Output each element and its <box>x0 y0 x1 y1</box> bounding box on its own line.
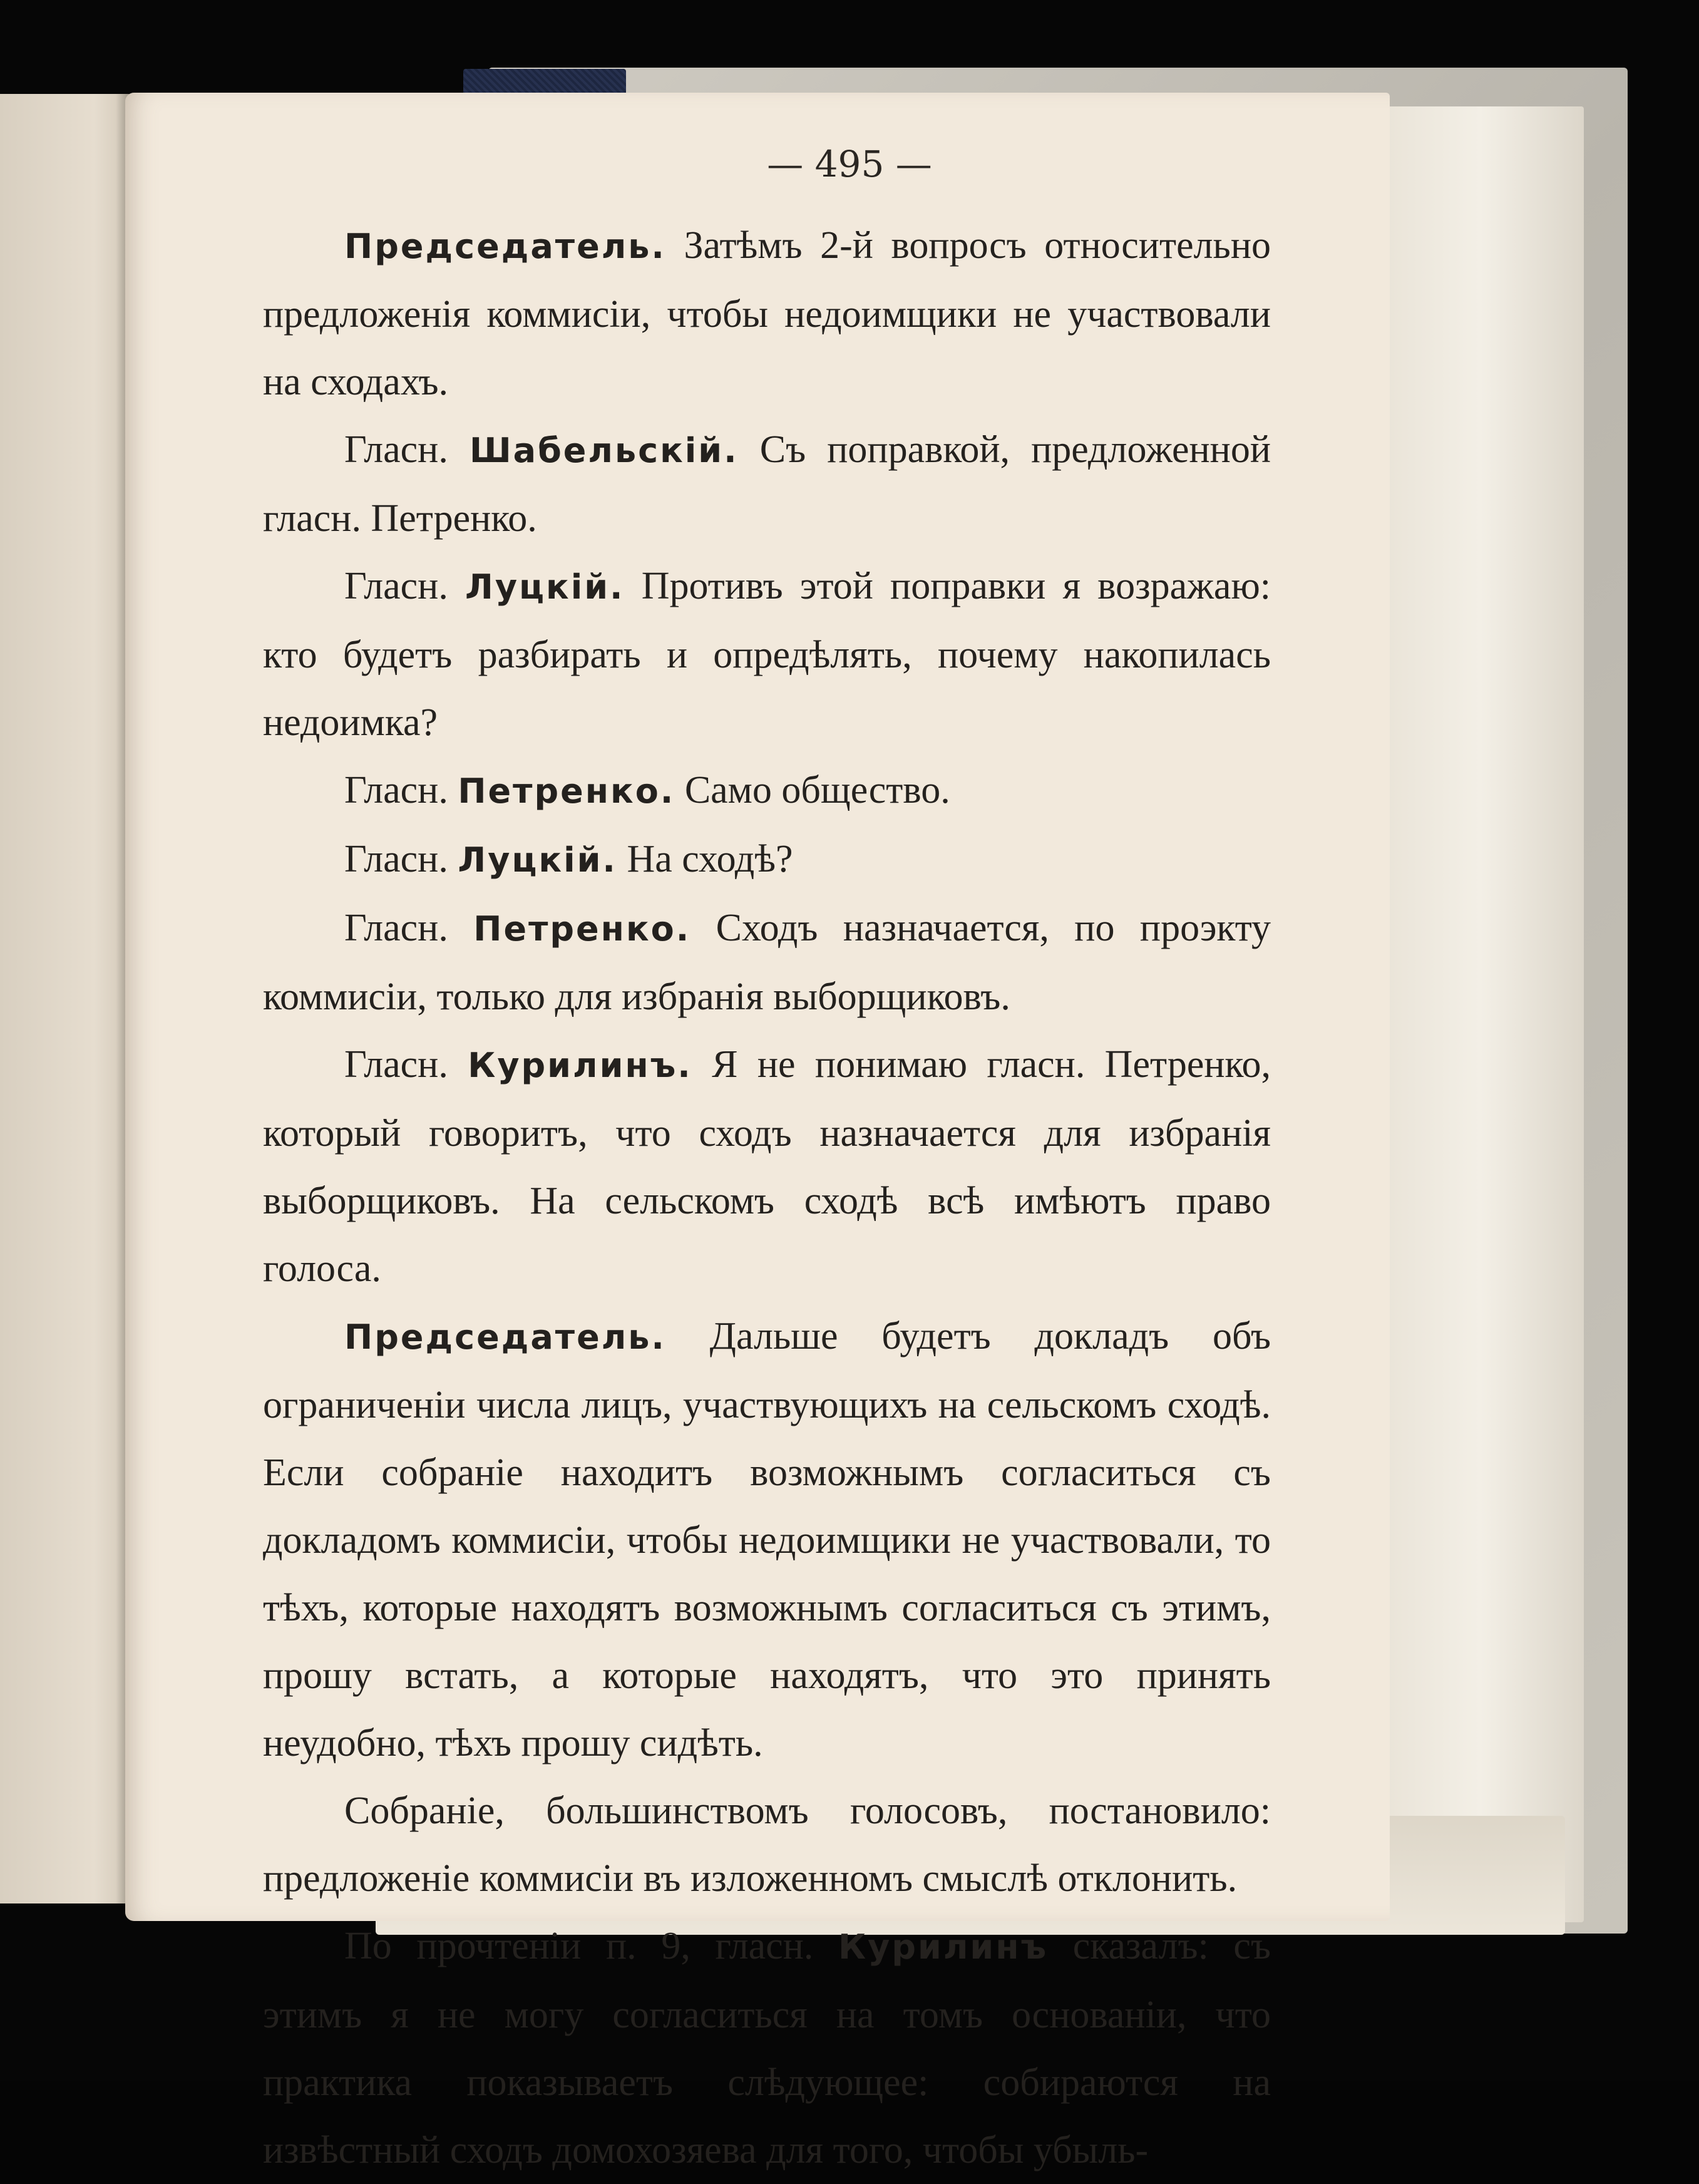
page-block-edge <box>1377 106 1584 1922</box>
speaker-name: Председатель. <box>344 1317 666 1357</box>
paragraph <box>263 212 1271 416</box>
paragraph-text: Противъ этой поправки я возражаю: кто будетъ разбирать и опредѣлять, почему накопилась недоимка? <box>263 565 1271 744</box>
facing-page-left <box>0 94 135 1903</box>
speaker-name: Шабельскій. <box>469 431 739 470</box>
paragraph <box>263 825 1271 894</box>
paragraph-text: Сходъ назначается, по проэкту коммисіи, только для избранія выборщиковъ. <box>263 907 1271 1018</box>
speaker-prefix: Гласн. <box>344 838 448 880</box>
paragraph-lead: По прочтеніи п. 9, гласн. <box>344 1925 814 1967</box>
paragraph <box>263 1777 1271 1912</box>
speaker-name: Петренко. <box>458 771 675 811</box>
paragraph-text: Затѣмъ 2-й вопросъ относительно предложенія коммисіи, чтобы недоимщики не участвовали на сходахъ. <box>263 224 1271 403</box>
speaker-prefix: Гласн. <box>344 565 448 607</box>
paragraph-text: Собраніе, большинствомъ голосовъ, постановило: предложеніе коммисіи въ изложенномъ смыслѣ отклонить. <box>263 1790 1271 1900</box>
speaker-name: Председатель. <box>344 227 666 266</box>
paragraph <box>263 756 1271 825</box>
paragraph <box>263 894 1271 1031</box>
speaker-name: Курилинъ <box>838 1927 1049 1967</box>
page-number: — 495 — <box>767 143 932 185</box>
paragraph-text: Дальше будетъ докладъ объ ограниченіи числа лицъ, участвующихъ на сельскомъ сходѣ. Если собраніе находитъ возможнымъ согласиться съ докладомъ коммисіи, чтобы недоимщики не участвовали, то тѣхъ, которые находятъ возможнымъ согласиться съ этимъ, прошу встать, а которые находятъ, что это принять неудобно, тѣхъ прошу сидѣть. <box>263 1315 1271 1764</box>
page-body <box>263 212 1271 2184</box>
speaker-name: Луцкій. <box>458 840 617 880</box>
speaker-prefix: Гласн. <box>344 1043 448 1086</box>
speaker-name: Курилинъ. <box>468 1046 692 1085</box>
speaker-prefix: Гласн. <box>344 769 448 811</box>
paragraph <box>263 1912 1271 2184</box>
paragraph-text: Съ поправкой, предложенной гласн. Петренко. <box>263 428 1271 540</box>
paragraph <box>263 416 1271 552</box>
paragraph-text: сказалъ: съ этимъ я не могу согласиться на томъ основаніи, что практика показываетъ слѣдующее: собираются на извѣстный сходъ домохозяева для того, чтобы убыль- <box>263 1925 1271 2171</box>
paragraph <box>263 1302 1271 1777</box>
speaker-prefix: Гласн. <box>344 428 448 471</box>
paragraph-text: Я не понимаю гласн. Петренко, который говоритъ, что сходъ назначается для избранія выборщиковъ. На сельскомъ сходѣ всѣ имѣютъ право голоса. <box>263 1043 1271 1290</box>
speaker-prefix: Гласн. <box>344 907 448 949</box>
paragraph <box>263 1031 1271 1302</box>
paragraph <box>263 552 1271 756</box>
speaker-name: Луцкій. <box>465 567 625 607</box>
speaker-name: Петренко. <box>473 909 691 949</box>
paragraph-text: Само общество. <box>684 769 950 811</box>
paragraph-text: На сходѣ? <box>627 838 793 880</box>
